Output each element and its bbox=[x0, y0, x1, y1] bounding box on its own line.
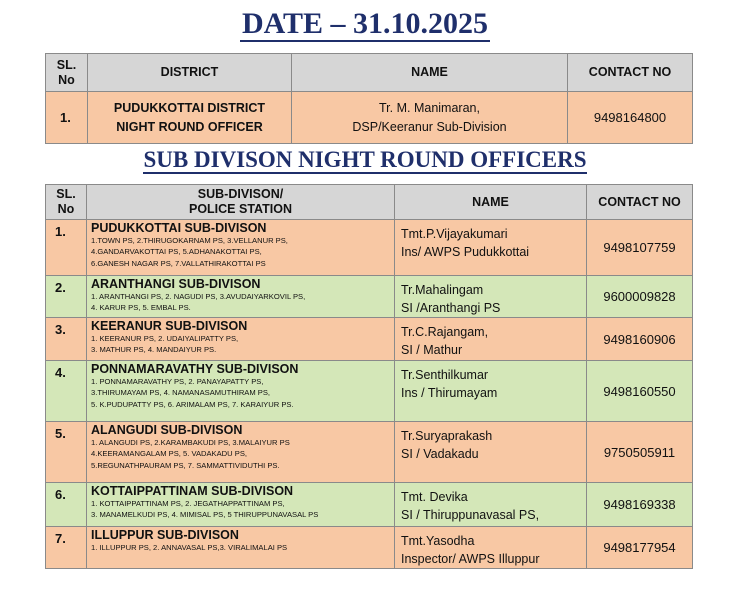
officer-name: Tmt.Yasodha bbox=[401, 534, 475, 548]
police-station-line: 1. ALANGUDI PS, 2.KARAMBAKUDI PS, 3.MALAIYUR PS bbox=[91, 438, 290, 447]
page-title bbox=[0, 6, 730, 42]
subdivision-name: PONNAMARAVATHY SUB-DIVISON bbox=[91, 362, 299, 376]
sl-number: 1. bbox=[46, 92, 88, 144]
contact-number: 9750505911 bbox=[587, 422, 693, 483]
sub-division-table bbox=[45, 184, 693, 569]
subdivision-cell bbox=[87, 220, 395, 276]
sl-number: 2. bbox=[46, 276, 87, 318]
subdivision-cell bbox=[87, 276, 395, 318]
officer-designation: DSP/Keeranur Sub-Division bbox=[352, 119, 507, 134]
police-station-line: 1. KOTTAIPPATTINAM PS, 2. JEGATHAPPATTINAM PS, bbox=[91, 499, 285, 508]
header-contact: CONTACT NO bbox=[568, 54, 693, 92]
police-stations bbox=[87, 333, 394, 357]
officer-designation: Ins/ AWPS Pudukkottai bbox=[401, 245, 530, 259]
police-station-line: 1. PONNAMARAVATHY PS, 2. PANAYAPATTY PS, bbox=[91, 377, 264, 386]
table-header-row bbox=[46, 185, 693, 220]
date-heading: DATE – 31.10.2025 bbox=[241, 7, 489, 40]
police-stations bbox=[87, 291, 394, 315]
contact-number: 9498177954 bbox=[587, 527, 693, 569]
name-cell bbox=[395, 361, 587, 422]
subdivision-cell bbox=[87, 483, 395, 527]
header-sl: SL. No bbox=[46, 185, 87, 220]
police-stations bbox=[87, 437, 394, 472]
header-district: DISTRICT bbox=[88, 54, 292, 92]
subdivision-name: ALANGUDI SUB-DIVISON bbox=[91, 423, 243, 437]
subdivision-cell bbox=[87, 527, 395, 569]
sl-number: 1. bbox=[46, 220, 87, 276]
contact-number: 9600009828 bbox=[587, 276, 693, 318]
subdivision-name: ILLUPPUR SUB-DIVISON bbox=[91, 528, 239, 542]
sl-number: 7. bbox=[46, 527, 87, 569]
subdivision-cell bbox=[87, 361, 395, 422]
police-station-line: 6.GANESH NAGAR PS, 7.VALLATHIRAKOTTAI PS bbox=[91, 258, 266, 268]
officer-name: Tr.Senthilkumar bbox=[401, 368, 489, 382]
table-row bbox=[46, 318, 693, 361]
subdivision-name: ARANTHANGI SUB-DIVISON bbox=[91, 277, 261, 291]
header-name: NAME bbox=[292, 54, 568, 92]
name-cell bbox=[395, 276, 587, 318]
contact-number: 9498160906 bbox=[587, 318, 693, 361]
name-cell bbox=[395, 527, 587, 569]
police-station-line: 1.TOWN PS, 2.THIRUGOKARNAM PS, 3.VELLANUR PS, bbox=[91, 236, 288, 245]
police-stations bbox=[87, 542, 394, 554]
district-cell bbox=[88, 92, 292, 144]
table-row bbox=[46, 527, 693, 569]
sl-number: 3. bbox=[46, 318, 87, 361]
table-row bbox=[46, 92, 693, 144]
sl-number: 5. bbox=[46, 422, 87, 483]
district-officer-table bbox=[45, 53, 693, 144]
section-title bbox=[0, 146, 730, 174]
subdivision-cell bbox=[87, 318, 395, 361]
officer-name: Tr.C.Rajangam, bbox=[401, 325, 489, 339]
contact-number: 9498160550 bbox=[587, 361, 693, 422]
officer-designation: Inspector/ AWPS Illuppur bbox=[401, 552, 540, 566]
officer-designation: SI / Thiruppunavasal PS, bbox=[401, 508, 540, 522]
police-station-line: 1. ILLUPPUR PS, 2. ANNAVASAL PS,3. VIRALIMALAI PS bbox=[91, 543, 288, 552]
officer-name: Tr. M. Manimaran, bbox=[379, 100, 480, 115]
contact-number: 9498164800 bbox=[568, 92, 693, 144]
table-row bbox=[46, 361, 693, 422]
officer-designation: SI /Aranthangi PS bbox=[401, 301, 501, 315]
name-cell bbox=[292, 92, 568, 144]
header-contact: CONTACT NO bbox=[587, 185, 693, 220]
officer-name: Tmt. Devika bbox=[401, 490, 468, 504]
name-cell bbox=[395, 318, 587, 361]
police-station-line: 4.GANDARVAKOTTAI PS, 5.ADHANAKOTTAI PS, bbox=[91, 247, 262, 257]
subdivision-cell bbox=[87, 422, 395, 483]
table-row bbox=[46, 276, 693, 318]
sl-number: 4. bbox=[46, 361, 87, 422]
subdivision-name: KEERANUR SUB-DIVISON bbox=[91, 319, 248, 333]
police-stations bbox=[87, 498, 394, 522]
officer-name: Tr.Suryaprakash bbox=[401, 429, 493, 443]
officer-name: Tmt.P.Vijayakumari bbox=[401, 227, 508, 241]
police-station-line: 3. MANAMELKUDI PS, 4. MIMISAL PS, 5 THIRUPPUNAVASAL PS bbox=[91, 510, 319, 520]
name-cell bbox=[395, 220, 587, 276]
police-stations bbox=[87, 376, 394, 411]
police-station-line: 1. KEERANUR PS, 2. UDAIYALIPATTY PS, bbox=[91, 334, 239, 343]
police-station-line: 3. MATHUR PS, 4. MANDAIYUR PS. bbox=[91, 345, 217, 355]
police-station-line: 5.REGUNATHPAURAM PS, 7. SAMMATTIVIDUTHI PS. bbox=[91, 460, 280, 470]
name-cell bbox=[395, 483, 587, 527]
table-row bbox=[46, 483, 693, 527]
name-cell bbox=[395, 422, 587, 483]
officer-name: Tr.Mahalingam bbox=[401, 283, 484, 297]
header-sl: SL. No bbox=[46, 54, 88, 92]
district-line: NIGHT ROUND OFFICER bbox=[116, 119, 263, 134]
header-name: NAME bbox=[395, 185, 587, 220]
police-station-line: 5. K.PUDUPATTY PS, 6. ARIMALAM PS, 7. KARAIYUR PS. bbox=[91, 399, 294, 409]
contact-number: 9498107759 bbox=[587, 220, 693, 276]
section-title-text: SUB DIVISON NIGHT ROUND OFFICERS bbox=[143, 147, 587, 172]
police-station-line: 3.THIRUMAYAM PS, 4. NAMANASAMUTHIRAM PS, bbox=[91, 388, 271, 398]
contact-number: 9498169338 bbox=[587, 483, 693, 527]
officer-designation: Ins / Thirumayam bbox=[401, 386, 498, 400]
officer-designation: SI / Mathur bbox=[401, 343, 463, 357]
table-header-row bbox=[46, 54, 693, 92]
subdivision-name: KOTTAIPPATTINAM SUB-DIVISON bbox=[91, 484, 294, 498]
table-row bbox=[46, 220, 693, 276]
subdivision-name: PUDUKKOTTAI SUB-DIVISON bbox=[91, 221, 267, 235]
district-line: PUDUKKOTTAI DISTRICT bbox=[113, 100, 266, 115]
police-station-line: 1. ARANTHANGI PS, 2. NAGUDI PS, 3.AVUDAIYARKOVIL PS, bbox=[91, 292, 306, 301]
police-station-line: 4. KARUR PS, 5. EMBAL PS. bbox=[91, 303, 191, 313]
sub-division-rows bbox=[46, 220, 693, 569]
police-stations bbox=[87, 235, 394, 270]
table-row bbox=[46, 422, 693, 483]
officer-designation: SI / Vadakadu bbox=[401, 447, 479, 461]
police-station-line: 4.KEERAMANGALAM PS, 5. VADAKADU PS, bbox=[91, 449, 248, 459]
sl-number: 6. bbox=[46, 483, 87, 527]
header-subdivision: SUB-DIVISON/ POLICE STATION bbox=[87, 185, 395, 220]
